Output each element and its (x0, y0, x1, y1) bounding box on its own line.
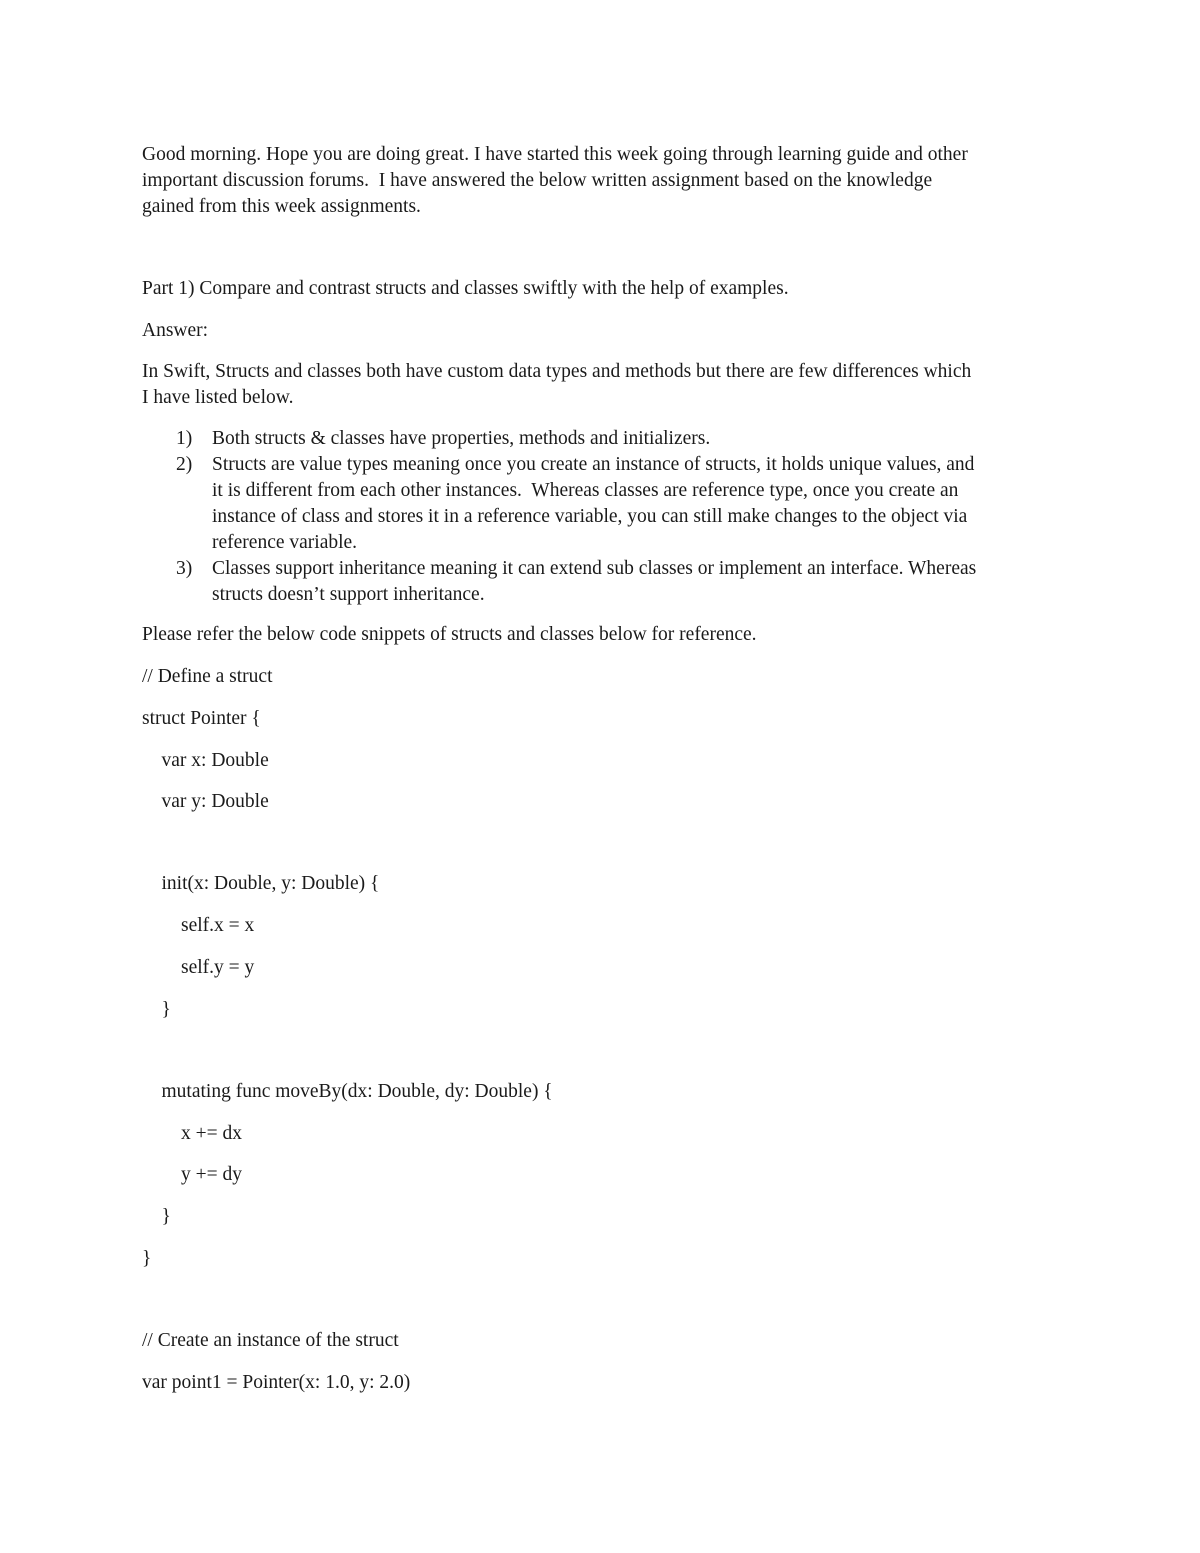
list-item-text: structs doesn’t support inheritance. (212, 584, 485, 605)
code-line: // Define a struct (142, 666, 273, 687)
list-item-text: Structs are value types meaning once you create an instance of structs, it holds unique values, and (212, 454, 975, 475)
code-intro: Please refer the below code snippets of structs and classes below for reference. (142, 624, 757, 645)
code-line: } (142, 1248, 152, 1269)
code-line: var x: Double (142, 750, 269, 771)
code-line: var point1 = Pointer(x: 1.0, y: 2.0) (142, 1372, 411, 1393)
answer-intro-line-2: I have listed below. (142, 387, 294, 408)
code-line: } (142, 1206, 171, 1227)
code-line: var y: Double (142, 791, 269, 812)
intro-line-3: gained from this week assignments. (142, 196, 421, 217)
list-item-text: it is different from each other instances. Whereas classes are reference type, once you create an (212, 480, 959, 501)
code-line: } (142, 999, 171, 1020)
code-line: mutating func moveBy(dx: Double, dy: Double) { (142, 1081, 553, 1102)
intro-line-1: Good morning. Hope you are doing great. I have started this week going through learning guide and other (142, 144, 968, 165)
part1-heading: Part 1) Compare and contrast structs and classes swiftly with the help of examples. (142, 278, 789, 299)
code-line: y += dy (142, 1164, 242, 1185)
answer-label: Answer: (142, 320, 209, 341)
code-line: init(x: Double, y: Double) { (142, 873, 380, 894)
code-line: struct Pointer { (142, 708, 261, 729)
list-item-number: 2) (176, 454, 193, 475)
code-line: self.x = x (142, 915, 255, 936)
code-line: self.y = y (142, 957, 255, 978)
list-item-number: 1) (176, 428, 193, 449)
list-item-text: Classes support inheritance meaning it can extend sub classes or implement an interface. Whereas (212, 558, 977, 579)
answer-intro-line-1: In Swift, Structs and classes both have custom data types and methods but there are few differences which (142, 361, 972, 382)
list-item-text: instance of class and stores it in a reference variable, you can still make changes to the object via (212, 506, 968, 527)
code-line: // Create an instance of the struct (142, 1330, 399, 1351)
list-item-text: reference variable. (212, 532, 358, 553)
code-line: x += dx (142, 1123, 242, 1144)
intro-line-2: important discussion forums. I have answered the below written assignment based on the knowledge (142, 170, 933, 191)
list-item-text: Both structs & classes have properties, methods and initializers. (212, 428, 711, 449)
list-item-number: 3) (176, 558, 193, 579)
